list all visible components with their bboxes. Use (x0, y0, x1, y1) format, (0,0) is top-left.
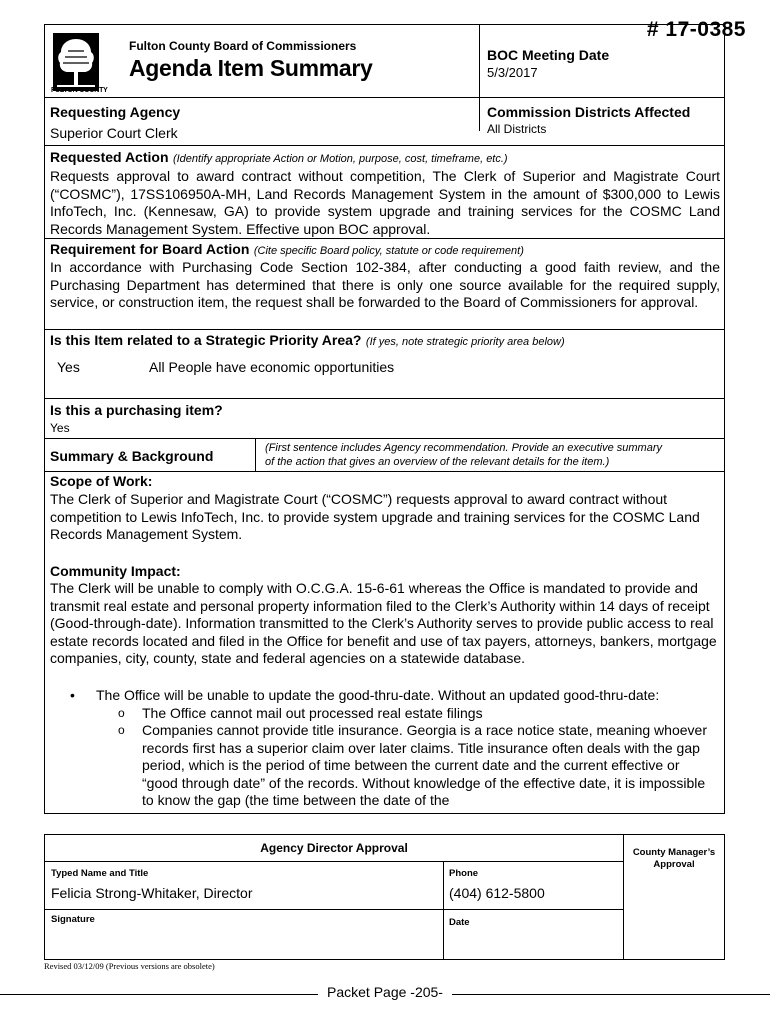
requesting-agency-label: Requesting Agency (50, 104, 181, 120)
sub-bullet-text: Companies cannot provide title insurance. Georgia is a race notice state, meaning whoever records first has a superior claim over later claims. Title insurance often deals with the gap period, which is the period of time between the current date and the current effective or “good through date” of the records. Without knowledge of the effective date, it is impossible to know the gap (the time between the date of the (142, 722, 707, 808)
date-label: Date (449, 917, 470, 928)
summary-note-line1: (First sentence includes Agency recommendation. Provide an executive summary (265, 442, 662, 454)
sub-bullet-text: The Office cannot mail out processed real estate filings (142, 704, 483, 721)
page-title: Agenda Item Summary (129, 55, 373, 81)
logo-text: FULTON COUNTY (51, 87, 108, 94)
boc-meeting-date-label: BOC Meeting Date (487, 47, 610, 63)
revised-note: Revised 03/12/09 (Previous versions are obsolete) (44, 961, 215, 971)
requested-action-text: Requests approval to award contract without competition, The Clerk of Superior and Magistrate Court (“COSMC”), 17SS106950A-MH, Land Records Management System in the amount of $300,000 to Lewis InfoTech, Inc. (Kennesaw, GA) to provide system upgrade and training services for the COSMC Land Records Management System. Effective upon BOC approval. (50, 168, 720, 237)
org-name: Fulton County Board of Commissioners (129, 39, 357, 53)
requirement-label: Requirement for Board Action (50, 241, 250, 257)
packet-page-footer (0, 984, 770, 1000)
summary-note (265, 441, 662, 469)
packet-page-number: Packet Page -205- (327, 984, 443, 1000)
requirement-text: In accordance with Purchasing Code Section 102-384, after conducting a good faith review, and the Purchasing Department has determined that there is only one source available for the required supply, service, or construction item, the request shall be forwarded to the Board of Commissioners for approval. (50, 259, 720, 310)
requirement-note: (Cite specific Board policy, statute or code requirement) (253, 245, 524, 257)
boc-meeting-date-value: 5/3/2017 (487, 65, 538, 80)
bullet-text: The Office will be unable to update the good-thru-date. Without an updated good-thru-date: (96, 687, 660, 703)
strategic-answer: Yes (57, 359, 80, 375)
purchasing-label: Is this a purchasing item? (50, 402, 223, 418)
typed-name-label: Typed Name and Title (51, 868, 149, 879)
requirement-heading (50, 241, 524, 259)
bullet-icon: • (70, 687, 75, 703)
strategic-note: (If yes, note strategic priority area below) (365, 336, 565, 348)
districts-value: All Districts (487, 122, 547, 136)
fulton-county-logo-icon (53, 33, 99, 91)
community-text: The Clerk will be unable to comply with O.C.G.A. 15-6-61 whereas the Office is mandated to provide and transmit real estate and personal property information filed to the Clerk’s Authority within 14 days of receipt (Good-through-date). Information transmitted to the Clerk’s Authority serves to provide public access to real estate records located and filed in the Office for benefit and use of tax payers, attorneys, bankers, mortgage companies, city, county, state and federal agencies on a statewide database. (50, 580, 717, 666)
approval-section (44, 834, 725, 960)
community-bullets (50, 687, 720, 810)
sub-bullet-icon: o (118, 723, 125, 737)
sub-bullet-icon: o (118, 705, 125, 720)
requesting-agency-value: Superior Court Clerk (50, 125, 178, 141)
signature-label: Signature (51, 914, 95, 925)
phone-value: (404) 612-5800 (449, 885, 545, 901)
purchasing-answer: Yes (50, 421, 70, 435)
strategic-heading (50, 332, 565, 350)
item-number: # 17-0385 (646, 18, 746, 41)
community-heading: Community Impact: (50, 563, 181, 579)
county-manager-approval-label: County Manager’s Approval (632, 847, 716, 870)
requested-action-heading (50, 149, 508, 167)
agenda-summary-form (44, 24, 725, 814)
strategic-area: All People have economic opportunities (149, 359, 395, 375)
scope-text: The Clerk of Superior and Magistrate Court (“COSMC”) requests approval to award contract without competition to Lewis InfoTech, Inc. to provide system upgrade and training services for the COSMC Land Records Management System. (50, 491, 700, 542)
districts-label: Commission Districts Affected (487, 104, 691, 120)
phone-label: Phone (449, 868, 479, 879)
summary-note-line2: of the action that gives an overview of the relevant details for the item.) (265, 456, 610, 468)
list-item (50, 722, 720, 810)
scope-heading: Scope of Work: (50, 473, 153, 489)
typed-name-value: Felicia Strong-Whitaker, Director (51, 885, 253, 901)
list-item (50, 705, 720, 723)
requested-action-label: Requested Action (50, 149, 169, 165)
strategic-label: Is this Item related to a Strategic Priority Area? (50, 332, 362, 348)
approval-heading: Agency Director Approval (260, 841, 408, 855)
list-item (50, 687, 720, 705)
requested-action-note: (Identify appropriate Action or Motion, purpose, cost, timeframe, etc.) (172, 153, 508, 165)
summary-label: Summary & Background (50, 448, 214, 464)
